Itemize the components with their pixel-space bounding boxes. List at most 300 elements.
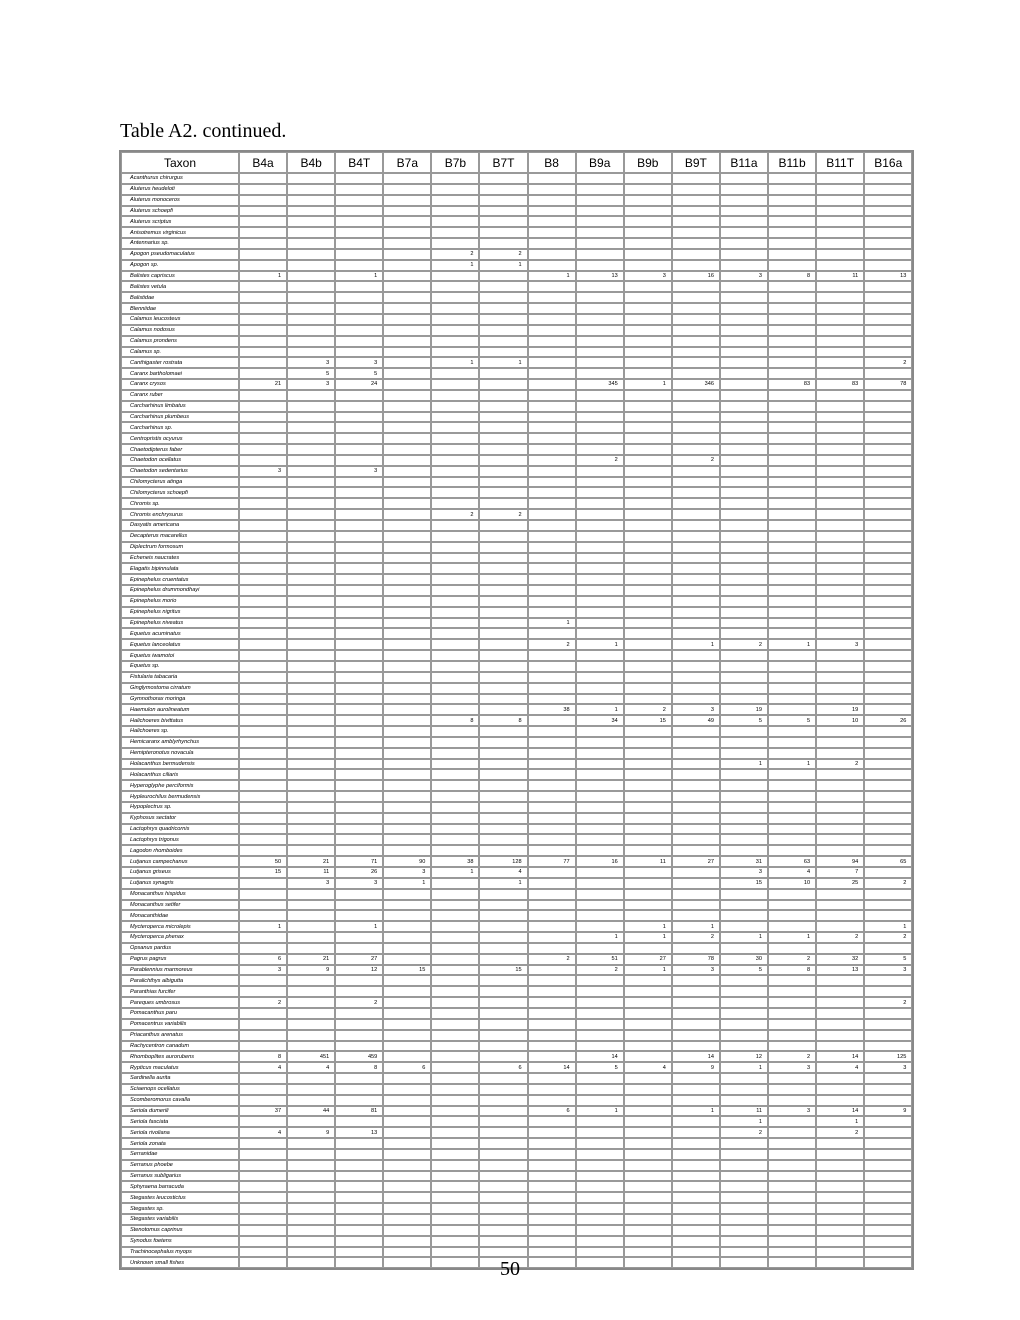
count-cell: [576, 444, 624, 455]
column-header-b16a: B16a: [864, 152, 912, 173]
count-cell: [864, 1041, 912, 1052]
table-row: [121, 672, 912, 683]
count-cell: [816, 672, 864, 683]
count-cell: [768, 325, 816, 336]
count-cell: [335, 1019, 383, 1030]
count-cell: [720, 553, 768, 564]
count-cell: [383, 1127, 431, 1138]
count-cell: [335, 487, 383, 498]
count-cell: [576, 1181, 624, 1192]
count-cell: [720, 1247, 768, 1258]
count-cell: [576, 249, 624, 260]
count-cell: [479, 542, 527, 553]
count-cell: [431, 466, 479, 477]
count-cell: [431, 336, 479, 347]
count-cell: [864, 292, 912, 303]
count-cell: [624, 1225, 672, 1236]
count-cell: [383, 1030, 431, 1041]
count-cell: [479, 845, 527, 856]
count-cell: [383, 639, 431, 650]
count-cell: [335, 1008, 383, 1019]
count-cell: [864, 1138, 912, 1149]
count-cell: [768, 975, 816, 986]
table-row: [121, 1203, 912, 1214]
count-cell: [335, 694, 383, 705]
table-row: [121, 748, 912, 759]
count-cell: [816, 498, 864, 509]
count-cell: [431, 1203, 479, 1214]
count-cell: [335, 249, 383, 260]
count-cell: [720, 921, 768, 932]
count-cell: [287, 455, 335, 466]
count-cell: [528, 650, 576, 661]
count-cell: [720, 347, 768, 358]
count-cell: 2: [720, 639, 768, 650]
count-cell: [287, 813, 335, 824]
count-cell: [287, 986, 335, 997]
count-cell: [335, 585, 383, 596]
taxon-cell: Chaetodon ocellatus: [121, 455, 239, 466]
count-cell: [239, 412, 287, 423]
count-cell: 6: [479, 1062, 527, 1073]
count-cell: [528, 173, 576, 184]
taxon-cell: Kyphosus sectator: [121, 813, 239, 824]
count-cell: [335, 303, 383, 314]
count-cell: [528, 1225, 576, 1236]
count-cell: [576, 726, 624, 737]
table-row: [121, 759, 912, 770]
count-cell: [528, 834, 576, 845]
count-cell: [816, 1030, 864, 1041]
count-cell: [768, 1019, 816, 1030]
count-cell: [720, 542, 768, 553]
count-cell: 3: [720, 271, 768, 282]
count-cell: [720, 889, 768, 900]
count-cell: 16: [672, 271, 720, 282]
count-cell: [672, 900, 720, 911]
table-row: [121, 769, 912, 780]
count-cell: [624, 1073, 672, 1084]
count-cell: [383, 780, 431, 791]
count-cell: [239, 238, 287, 249]
table-row: [121, 184, 912, 195]
column-header-b9t: B9T: [672, 152, 720, 173]
count-cell: [431, 1149, 479, 1160]
count-cell: [624, 791, 672, 802]
count-cell: [239, 1149, 287, 1160]
count-cell: 11: [816, 271, 864, 282]
count-cell: [335, 715, 383, 726]
count-cell: [335, 639, 383, 650]
count-cell: [672, 553, 720, 564]
count-cell: [479, 1247, 527, 1258]
count-cell: [239, 845, 287, 856]
taxon-cell: Carcharhinus limbatus: [121, 401, 239, 412]
table-header-row: [121, 152, 912, 173]
count-cell: [672, 563, 720, 574]
count-cell: [335, 726, 383, 737]
table-row: [121, 802, 912, 813]
count-cell: [431, 769, 479, 780]
count-cell: [768, 704, 816, 715]
count-cell: [479, 184, 527, 195]
count-cell: [816, 1171, 864, 1182]
count-cell: [720, 780, 768, 791]
count-cell: [864, 422, 912, 433]
count-cell: [335, 759, 383, 770]
count-cell: [528, 466, 576, 477]
count-cell: [287, 563, 335, 574]
count-cell: [576, 184, 624, 195]
table-row: [121, 878, 912, 889]
count-cell: [576, 628, 624, 639]
count-cell: [816, 683, 864, 694]
count-cell: [720, 975, 768, 986]
table-row: [121, 553, 912, 564]
taxon-cell: Blenniidae: [121, 303, 239, 314]
count-cell: [624, 498, 672, 509]
count-cell: [816, 227, 864, 238]
count-cell: [431, 1095, 479, 1106]
count-cell: [431, 390, 479, 401]
count-cell: [576, 303, 624, 314]
count-cell: [431, 694, 479, 705]
count-cell: [768, 314, 816, 325]
taxon-cell: Seriola zonata: [121, 1138, 239, 1149]
count-cell: 19: [816, 704, 864, 715]
count-cell: [383, 607, 431, 618]
count-cell: [576, 314, 624, 325]
count-cell: [528, 216, 576, 227]
count-cell: [479, 173, 527, 184]
count-cell: [624, 1236, 672, 1247]
count-cell: [672, 726, 720, 737]
count-cell: [431, 271, 479, 282]
column-header-b9a: B9a: [576, 152, 624, 173]
count-cell: [431, 986, 479, 997]
count-cell: 27: [624, 954, 672, 965]
count-cell: [816, 184, 864, 195]
count-cell: [864, 639, 912, 650]
table-row: [121, 379, 912, 390]
count-cell: [672, 1236, 720, 1247]
count-cell: [479, 791, 527, 802]
count-cell: [479, 379, 527, 390]
count-cell: [431, 661, 479, 672]
count-cell: [816, 422, 864, 433]
count-cell: 2: [816, 932, 864, 943]
count-cell: [287, 672, 335, 683]
count-cell: [287, 1171, 335, 1182]
count-cell: [431, 910, 479, 921]
count-cell: [672, 401, 720, 412]
count-cell: [816, 1084, 864, 1095]
count-cell: [239, 694, 287, 705]
count-cell: [816, 661, 864, 672]
count-cell: [864, 1225, 912, 1236]
count-cell: [431, 184, 479, 195]
count-cell: [576, 769, 624, 780]
count-cell: [576, 672, 624, 683]
count-cell: [672, 509, 720, 520]
count-cell: [239, 683, 287, 694]
count-cell: [624, 910, 672, 921]
table-row: [121, 1062, 912, 1073]
count-cell: [672, 1181, 720, 1192]
count-cell: [335, 520, 383, 531]
count-cell: [720, 910, 768, 921]
table-row: [121, 639, 912, 650]
taxon-cell: Hyperoglyphe perciformis: [121, 780, 239, 791]
table-row: [121, 661, 912, 672]
count-cell: [816, 553, 864, 564]
count-cell: [383, 1073, 431, 1084]
count-cell: 1: [576, 704, 624, 715]
count-cell: [768, 694, 816, 705]
count-cell: [335, 683, 383, 694]
taxon-cell: Sphyraena barracuda: [121, 1181, 239, 1192]
count-cell: 14: [816, 1051, 864, 1062]
count-cell: [816, 249, 864, 260]
count-cell: [720, 227, 768, 238]
taxon-cell: Hemipteronotus novacula: [121, 748, 239, 759]
count-cell: [672, 1116, 720, 1127]
count-cell: [624, 845, 672, 856]
count-cell: [768, 466, 816, 477]
count-cell: [864, 834, 912, 845]
count-cell: [287, 932, 335, 943]
count-cell: [864, 1247, 912, 1258]
count-cell: [672, 878, 720, 889]
count-cell: [335, 498, 383, 509]
count-cell: [864, 726, 912, 737]
count-cell: [768, 1138, 816, 1149]
taxon-cell: Equetus lanceolatus: [121, 639, 239, 650]
count-cell: 4: [768, 867, 816, 878]
taxon-cell: Calamus nodosus: [121, 325, 239, 336]
count-cell: [239, 661, 287, 672]
count-cell: [576, 585, 624, 596]
count-cell: [864, 661, 912, 672]
count-cell: 65: [864, 856, 912, 867]
count-cell: [479, 520, 527, 531]
count-cell: [720, 628, 768, 639]
count-cell: [624, 422, 672, 433]
count-cell: [672, 195, 720, 206]
count-cell: [624, 975, 672, 986]
table-row: [121, 520, 912, 531]
count-cell: [383, 303, 431, 314]
count-cell: [576, 1203, 624, 1214]
count-cell: [287, 173, 335, 184]
count-cell: 1: [720, 1062, 768, 1073]
count-cell: [479, 943, 527, 954]
table-row: [121, 1214, 912, 1225]
count-cell: [431, 444, 479, 455]
taxon-cell: Pagrus pagrus: [121, 954, 239, 965]
count-cell: [672, 1041, 720, 1052]
count-cell: [383, 694, 431, 705]
count-cell: [528, 260, 576, 271]
count-cell: [768, 260, 816, 271]
count-cell: [383, 759, 431, 770]
taxon-cell: Lactophrys trigonus: [121, 834, 239, 845]
count-cell: [768, 672, 816, 683]
count-cell: 1: [816, 1116, 864, 1127]
count-cell: [239, 704, 287, 715]
count-cell: [287, 780, 335, 791]
count-cell: [287, 1073, 335, 1084]
count-cell: [239, 1116, 287, 1127]
count-cell: [672, 347, 720, 358]
count-cell: [431, 1019, 479, 1030]
count-cell: [720, 444, 768, 455]
count-cell: [239, 834, 287, 845]
count-cell: [239, 401, 287, 412]
count-cell: 1: [768, 639, 816, 650]
count-cell: [816, 910, 864, 921]
count-cell: 3: [287, 379, 335, 390]
count-cell: [816, 1181, 864, 1192]
count-cell: [431, 401, 479, 412]
count-cell: [576, 336, 624, 347]
count-cell: [576, 574, 624, 585]
count-cell: 4: [479, 867, 527, 878]
count-cell: [576, 1160, 624, 1171]
count-cell: [720, 1160, 768, 1171]
count-cell: [335, 1030, 383, 1041]
count-cell: [335, 195, 383, 206]
count-cell: [816, 943, 864, 954]
count-cell: [431, 520, 479, 531]
taxon-cell: Apogon pseudomaculatus: [121, 249, 239, 260]
count-cell: [720, 748, 768, 759]
count-cell: [624, 325, 672, 336]
count-cell: [239, 715, 287, 726]
count-cell: [431, 1247, 479, 1258]
count-cell: [479, 889, 527, 900]
table-row: [121, 715, 912, 726]
table-row: [121, 303, 912, 314]
count-cell: [816, 206, 864, 217]
count-cell: [479, 216, 527, 227]
count-cell: [864, 694, 912, 705]
count-cell: [528, 347, 576, 358]
count-cell: [287, 238, 335, 249]
count-cell: [479, 834, 527, 845]
count-cell: 451: [287, 1051, 335, 1062]
taxon-cell: Rhomboplites aurorubens: [121, 1051, 239, 1062]
count-cell: [720, 206, 768, 217]
count-cell: [624, 509, 672, 520]
count-cell: [431, 1041, 479, 1052]
count-cell: [431, 1008, 479, 1019]
count-cell: [768, 455, 816, 466]
count-cell: [239, 325, 287, 336]
count-cell: [864, 184, 912, 195]
count-cell: 1: [624, 379, 672, 390]
count-cell: [335, 650, 383, 661]
count-cell: [816, 694, 864, 705]
count-cell: [624, 303, 672, 314]
count-cell: 1: [576, 932, 624, 943]
count-cell: [239, 368, 287, 379]
count-cell: [239, 574, 287, 585]
count-cell: [287, 1203, 335, 1214]
count-cell: 24: [335, 379, 383, 390]
count-cell: [335, 1041, 383, 1052]
taxon-cell: Holacanthus ciliaris: [121, 769, 239, 780]
count-cell: [672, 487, 720, 498]
count-cell: [528, 422, 576, 433]
count-cell: [672, 737, 720, 748]
count-cell: 2: [672, 455, 720, 466]
count-cell: [287, 628, 335, 639]
count-cell: [479, 1127, 527, 1138]
count-cell: 1: [383, 878, 431, 889]
count-cell: [528, 1073, 576, 1084]
count-cell: [239, 878, 287, 889]
count-cell: [239, 585, 287, 596]
count-cell: [768, 553, 816, 564]
count-cell: 1: [672, 921, 720, 932]
count-cell: [576, 292, 624, 303]
taxon-cell: Antennarius sp.: [121, 238, 239, 249]
count-cell: [431, 1062, 479, 1073]
count-cell: [383, 412, 431, 423]
count-cell: [528, 683, 576, 694]
count-cell: [479, 726, 527, 737]
count-cell: [528, 1203, 576, 1214]
count-cell: 6: [383, 1062, 431, 1073]
count-cell: [528, 986, 576, 997]
count-cell: [720, 1225, 768, 1236]
count-cell: 7: [816, 867, 864, 878]
table-row: [121, 498, 912, 509]
count-cell: [768, 1084, 816, 1095]
count-cell: [528, 325, 576, 336]
count-cell: [576, 975, 624, 986]
count-cell: [816, 921, 864, 932]
count-cell: 10: [816, 715, 864, 726]
count-cell: [335, 531, 383, 542]
count-cell: [287, 975, 335, 986]
count-cell: [576, 260, 624, 271]
column-header-b4b: B4b: [287, 152, 335, 173]
count-cell: [864, 563, 912, 574]
count-cell: [239, 900, 287, 911]
count-cell: [768, 357, 816, 368]
count-cell: [383, 921, 431, 932]
count-cell: [576, 1030, 624, 1041]
count-cell: [816, 834, 864, 845]
count-cell: [287, 347, 335, 358]
count-cell: [239, 932, 287, 943]
count-cell: [720, 184, 768, 195]
count-cell: [864, 444, 912, 455]
taxon-cell: Aluterus monoceros: [121, 195, 239, 206]
count-cell: [383, 477, 431, 488]
count-cell: 14: [576, 1051, 624, 1062]
count-cell: 2: [528, 954, 576, 965]
count-cell: [720, 1084, 768, 1095]
count-cell: [816, 357, 864, 368]
count-cell: [864, 195, 912, 206]
count-cell: [672, 650, 720, 661]
count-cell: [624, 813, 672, 824]
count-cell: [528, 628, 576, 639]
count-cell: [864, 238, 912, 249]
